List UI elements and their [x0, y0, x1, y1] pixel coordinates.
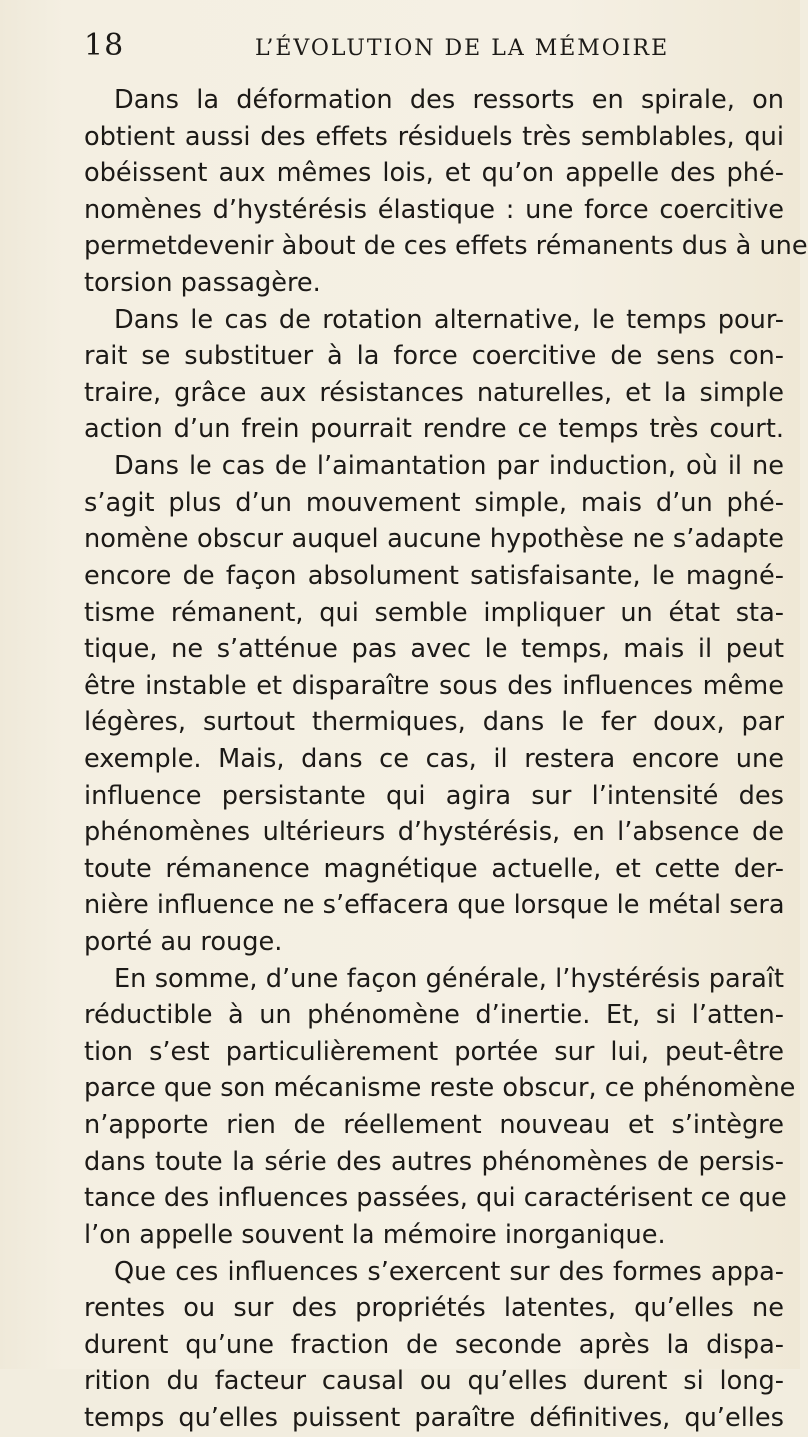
text-line: nomènes d’hystérésis élastique : une force coercitive: [84, 194, 784, 225]
text-line: nomène obscur auquel aucune hypothèse ne s’adapte: [84, 524, 784, 555]
page-number: 18: [84, 28, 125, 63]
body-text: [84, 82, 808, 1437]
text-line: dans toute la série des autres phénomènes de persis-: [84, 1146, 784, 1177]
text-line: Dans le cas de l’aimantation par induction, où il ne: [114, 451, 784, 482]
text-line: exemple. Mais, dans ce cas, il restera encore une: [84, 743, 784, 774]
text-line: action d’un frein pourrait rendre ce temps très court.: [84, 414, 784, 445]
text-line: tance des influences passées, qui caractérisent ce que: [84, 1183, 787, 1214]
text-line: traire, grâce aux résistances naturelles, et la simple: [84, 377, 784, 408]
text-line: s’agit plus d’un mouvement simple, mais d’un phé-: [84, 487, 784, 518]
text-line: l’on appelle souvent la mémoire inorganique.: [84, 1219, 666, 1250]
running-title: L’ÉVOLUTION DE LA MÉMOIRE: [255, 36, 670, 61]
text-line: Dans le cas de rotation alternative, le temps pour-: [114, 304, 784, 335]
text-line: n’apporte rien de réellement nouveau et s’intègre: [84, 1110, 784, 1141]
text-line: temps qu’elles puissent paraître définitives, qu’elles: [84, 1402, 784, 1433]
text-line: être instable et disparaître sous des influences même: [84, 670, 784, 701]
text-line: rentes ou sur des propriétés latentes, qu’elles ne: [84, 1293, 784, 1324]
text-line: torsion passagère.: [84, 268, 321, 299]
text-line: permetdevenir àbout de ces effets rémanents dus à une: [84, 231, 808, 262]
text-line: réductible à un phénomène d’inertie. Et, si l’atten-: [84, 1000, 784, 1031]
text-line: rition du facteur causal ou qu’elles durent si long-: [84, 1366, 784, 1397]
text-line: durent qu’une fraction de seconde après la dispa-: [84, 1329, 784, 1360]
text-line: rait se substituer à la force coercitive de sens con-: [84, 341, 784, 372]
text-line: encore de façon absolument satisfaisante, le magné-: [84, 560, 784, 591]
text-line: porté au rouge.: [84, 927, 283, 958]
text-line: Que ces influences s’exercent sur des formes appa-: [114, 1256, 784, 1287]
text-line: toute rémanence magnétique actuelle, et cette der-: [84, 853, 784, 884]
text-line: nière influence ne s’effacera que lorsque le métal sera: [84, 890, 785, 921]
text-line: tion s’est particulièrement portée sur lui, peut-être: [84, 1036, 784, 1067]
text-line: phénomènes ultérieurs d’hystérésis, en l’absence de: [84, 817, 784, 848]
page-header: [0, 22, 800, 66]
text-line: tique, ne s’atténue pas avec le temps, mais il peut: [84, 634, 784, 665]
text-line: En somme, d’une façon générale, l’hystérésis paraît: [114, 963, 784, 994]
text-line: obtient aussi des effets résiduels très semblables, qui: [84, 121, 784, 152]
text-line: Dans la déformation des ressorts en spirale, on: [114, 85, 784, 115]
text-line: obéissent aux mêmes lois, et qu’on appelle des phé-: [84, 158, 784, 189]
text-line: légères, surtout thermiques, dans le fer doux, par: [84, 707, 784, 738]
text-line: parce que son mécanisme reste obscur, ce phénomène: [84, 1073, 796, 1104]
text-line: influence persistante qui agira sur l’intensité des: [84, 780, 784, 811]
text-line: tisme rémanent, qui semble impliquer un état sta-: [84, 597, 784, 628]
